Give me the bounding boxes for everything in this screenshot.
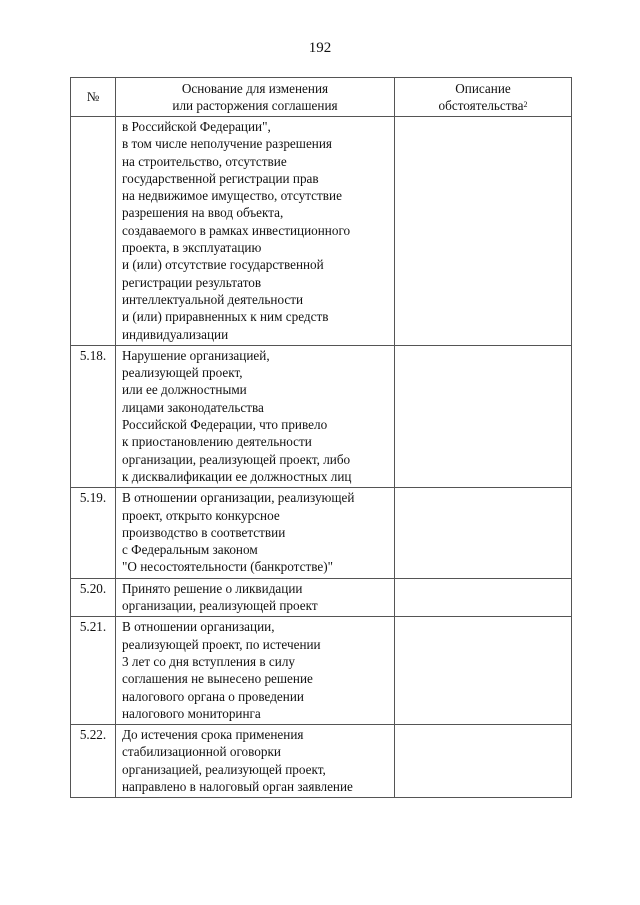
row-text-line: налогового органа о проведении	[122, 688, 304, 704]
row-text-line: с Федеральным законом	[122, 542, 258, 558]
page-number: 192	[308, 40, 332, 56]
row-description	[395, 345, 572, 487]
row-text-line: в том числе неполучение разрешения	[122, 136, 332, 152]
row-text-line: Нарушение организацией,	[122, 347, 270, 363]
footnote-marker: 2	[523, 100, 528, 109]
row-text-line: проект, открыто конкурсное	[122, 507, 280, 523]
row-description	[395, 617, 572, 725]
table-row	[71, 488, 572, 578]
row-text-line: До истечения срока применения	[122, 727, 304, 743]
row-text-line: организацией, реализующей проект,	[122, 761, 326, 777]
row-number: 5.19.	[71, 488, 116, 578]
row-basis-text	[116, 725, 395, 798]
row-number	[71, 117, 116, 346]
row-text-line: на недвижимое имущество, отсутствие	[122, 188, 342, 204]
table-row	[71, 725, 572, 798]
row-text-line: в Российской Федерации",	[122, 119, 271, 134]
table-row	[71, 117, 572, 346]
row-text-line: регистрации результатов	[122, 274, 262, 290]
row-text-line: проекта, в эксплуатацию	[122, 240, 262, 256]
header-number: №	[71, 78, 116, 117]
row-text-line: 3 лет со дня вступления в силу	[122, 653, 296, 669]
row-basis-text	[116, 345, 395, 487]
row-text-line: стабилизационной оговорки	[122, 744, 281, 760]
row-text-line: реализующей проект, по истечении	[122, 636, 321, 652]
row-text-line: лицами законодательства	[122, 399, 264, 415]
row-basis-text	[116, 488, 395, 578]
row-text-line: на строительство, отсутствие	[122, 153, 287, 169]
row-basis-text	[116, 117, 395, 346]
table-row	[71, 578, 572, 617]
row-number: 5.18.	[71, 345, 116, 487]
header-description-line: обстоятельства$^2$	[438, 98, 528, 113]
row-text-line: разрешения на ввод объекта,	[122, 205, 284, 221]
row-text-line: Принято решение о ликвидации	[122, 580, 303, 596]
header-basis-line: Основание для изменения	[181, 80, 329, 96]
row-text-line: создаваемого в рамках инвестиционного	[122, 222, 351, 238]
row-number: 5.21.	[71, 617, 116, 725]
header-basis-line: или расторжения соглашения	[172, 98, 338, 113]
table-header-row	[71, 78, 572, 117]
row-text-line: соглашения не вынесено решение	[122, 671, 313, 687]
row-text-line: и (или) отсутствие государственной	[122, 257, 324, 273]
row-text-line: В отношении организации, реализующей	[122, 490, 355, 506]
row-number: 5.20.	[71, 578, 116, 617]
header-description-line: Описание	[455, 80, 511, 96]
row-text-line: "О несостоятельности (банкротстве)"	[122, 559, 333, 575]
row-text-line: Российской Федерации, что привело	[122, 417, 328, 433]
header-description	[395, 78, 572, 117]
row-text-line: налогового мониторинга	[122, 705, 261, 721]
row-text-line: государственной регистрации прав	[122, 170, 319, 186]
row-text-line: реализующей проект,	[122, 365, 243, 381]
row-text-line: организации, реализующей проект	[122, 598, 318, 614]
row-description	[395, 488, 572, 578]
row-text-line: к приостановлению деятельности	[122, 434, 312, 450]
row-text-line: или ее должностными	[122, 382, 247, 398]
row-description	[395, 117, 572, 346]
row-text-line: интеллектуальной деятельности	[122, 291, 304, 307]
table-row	[71, 617, 572, 725]
row-text-line: к дисквалификации ее должностных лиц	[122, 468, 352, 484]
row-basis-text	[116, 617, 395, 725]
row-text-line: направлено в налоговый орган заявление	[122, 778, 353, 794]
row-description	[395, 725, 572, 798]
row-text-line: и (или) приравненных к ним средств	[122, 309, 329, 325]
row-basis-text	[116, 578, 395, 617]
header-basis	[116, 78, 395, 117]
row-number: 5.22.	[71, 725, 116, 798]
row-text-line: В отношении организации,	[122, 619, 275, 635]
row-description	[395, 578, 572, 617]
row-text-line: производство в соответствии	[122, 524, 286, 540]
row-text-line: индивидуализации	[122, 326, 229, 342]
table-row	[71, 345, 572, 487]
row-text-line: организации, реализующей проект, либо	[122, 451, 351, 467]
conditions-table	[70, 77, 572, 798]
